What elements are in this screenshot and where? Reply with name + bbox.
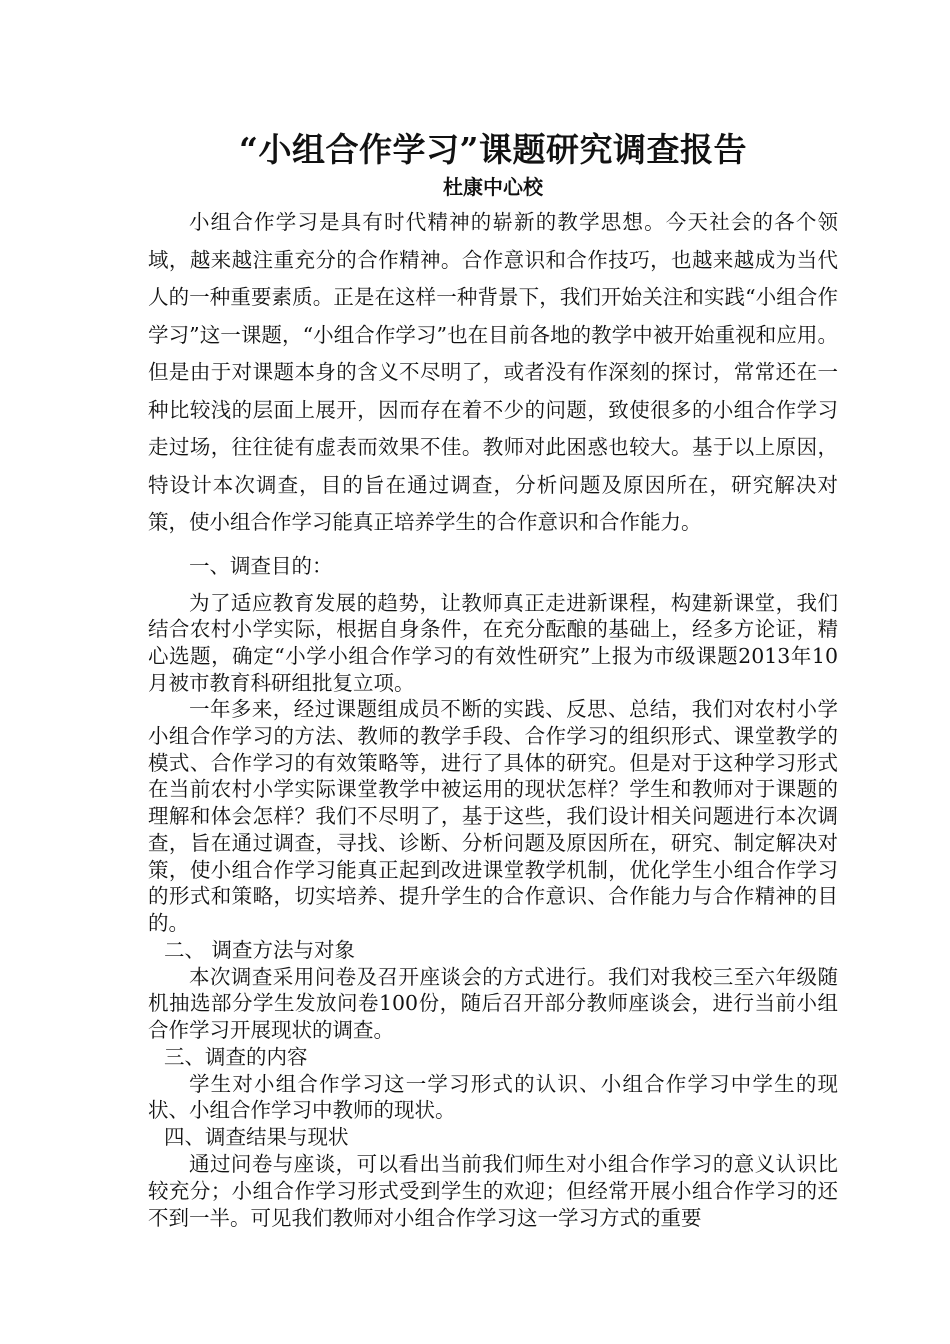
method-paragraph: 本次调查采用问卷及召开座谈会的方式进行。我们对我校三至六年级随机抽选部分学生发放问卷100份，随后召开部分教师座谈会，进行当前小组合作学习开展现状的调查。 (148, 964, 838, 1043)
document-page (148, 128, 838, 1231)
purpose-paragraph-1: 为了适应教育发展的趋势，让教师真正走进新课程，构建新课堂，我们结合农村小学实际，根据自身条件，在充分酝酿的基础上，经多方论证，精心选题，确定“小学小组合作学习的有效性研究”上报为市级课题2013年10月被市教育科研组批复立项。 (148, 590, 838, 695)
purpose-paragraph-2: 一年多来，经过课题组成员不断的实践、反思、总结，我们对农村小学小组合作学习的方法、教师的教学手段、合作学习的组织形式、课堂教学的模式、合作学习的有效策略等，进行了具体的研究。但是对于这种学习形式在当前农村小学实际课堂教学中被运用的现状怎样？学生和教师对于课题的理解和体会怎样？我们不尽明了，基于这些，我们设计相关问题进行本次调查，旨在通过调查，寻找、诊断、分析问题及原因所在，研究、制定解决对策，使小组合作学习能真正起到改进课堂教学机制，优化学生小组合作学习的形式和策略，切实培养、提升学生的合作意识、合作能力与合作精神的目的。 (148, 697, 838, 935)
intro-paragraph: 小组合作学习是具有时代精神的崭新的教学思想。今天社会的各个领域，越来越注重充分的合作精神。合作意识和合作技巧，也越来越成为当代人的一种重要素质。正是在这样一种背景下，我们开始关注和实践“小组合作学习”这一课题，“小组合作学习”也在目前各地的教学中被开始重视和应用。但是由于对课题本身的含义不尽明了，或者没有作深刻的探讨，常常还在一种比较浅的层面上展开，因而存在着不少的问题，致使很多的小组合作学习走过场，往往徒有虚表而效果不佳。教师对此困惑也较大。基于以上原因，特设计本次调查，目的旨在通过调查，分析问题及原因所在，研究解决对策，使小组合作学习能真正培养学生的合作意识和合作能力。 (148, 210, 838, 534)
section-heading-content: 三、调查的内容 (164, 1044, 308, 1069)
document-title: “小组合作学习”课题研究调查报告 (239, 130, 747, 169)
section-heading-method: 二、 调查方法与对象 (164, 937, 356, 962)
section-heading-results: 四、调查结果与现状 (164, 1125, 349, 1150)
results-paragraph: 通过问卷与座谈，可以看出当前我们师生对小组合作学习的意义认识比较充分；小组合作学习形式受到学生的欢迎；但经常开展小组合作学习的还不到一半。可见我们教师对小组合作学习这一学习方式的重要 (148, 1152, 838, 1230)
school-name: 杜康中心校 (443, 175, 543, 199)
section-heading-purpose: 一、调查目的： (189, 553, 333, 578)
content-paragraph: 学生对小组合作学习这一学习形式的认识、小组合作学习中学生的现状、小组合作学习中教师的现状。 (148, 1071, 838, 1123)
